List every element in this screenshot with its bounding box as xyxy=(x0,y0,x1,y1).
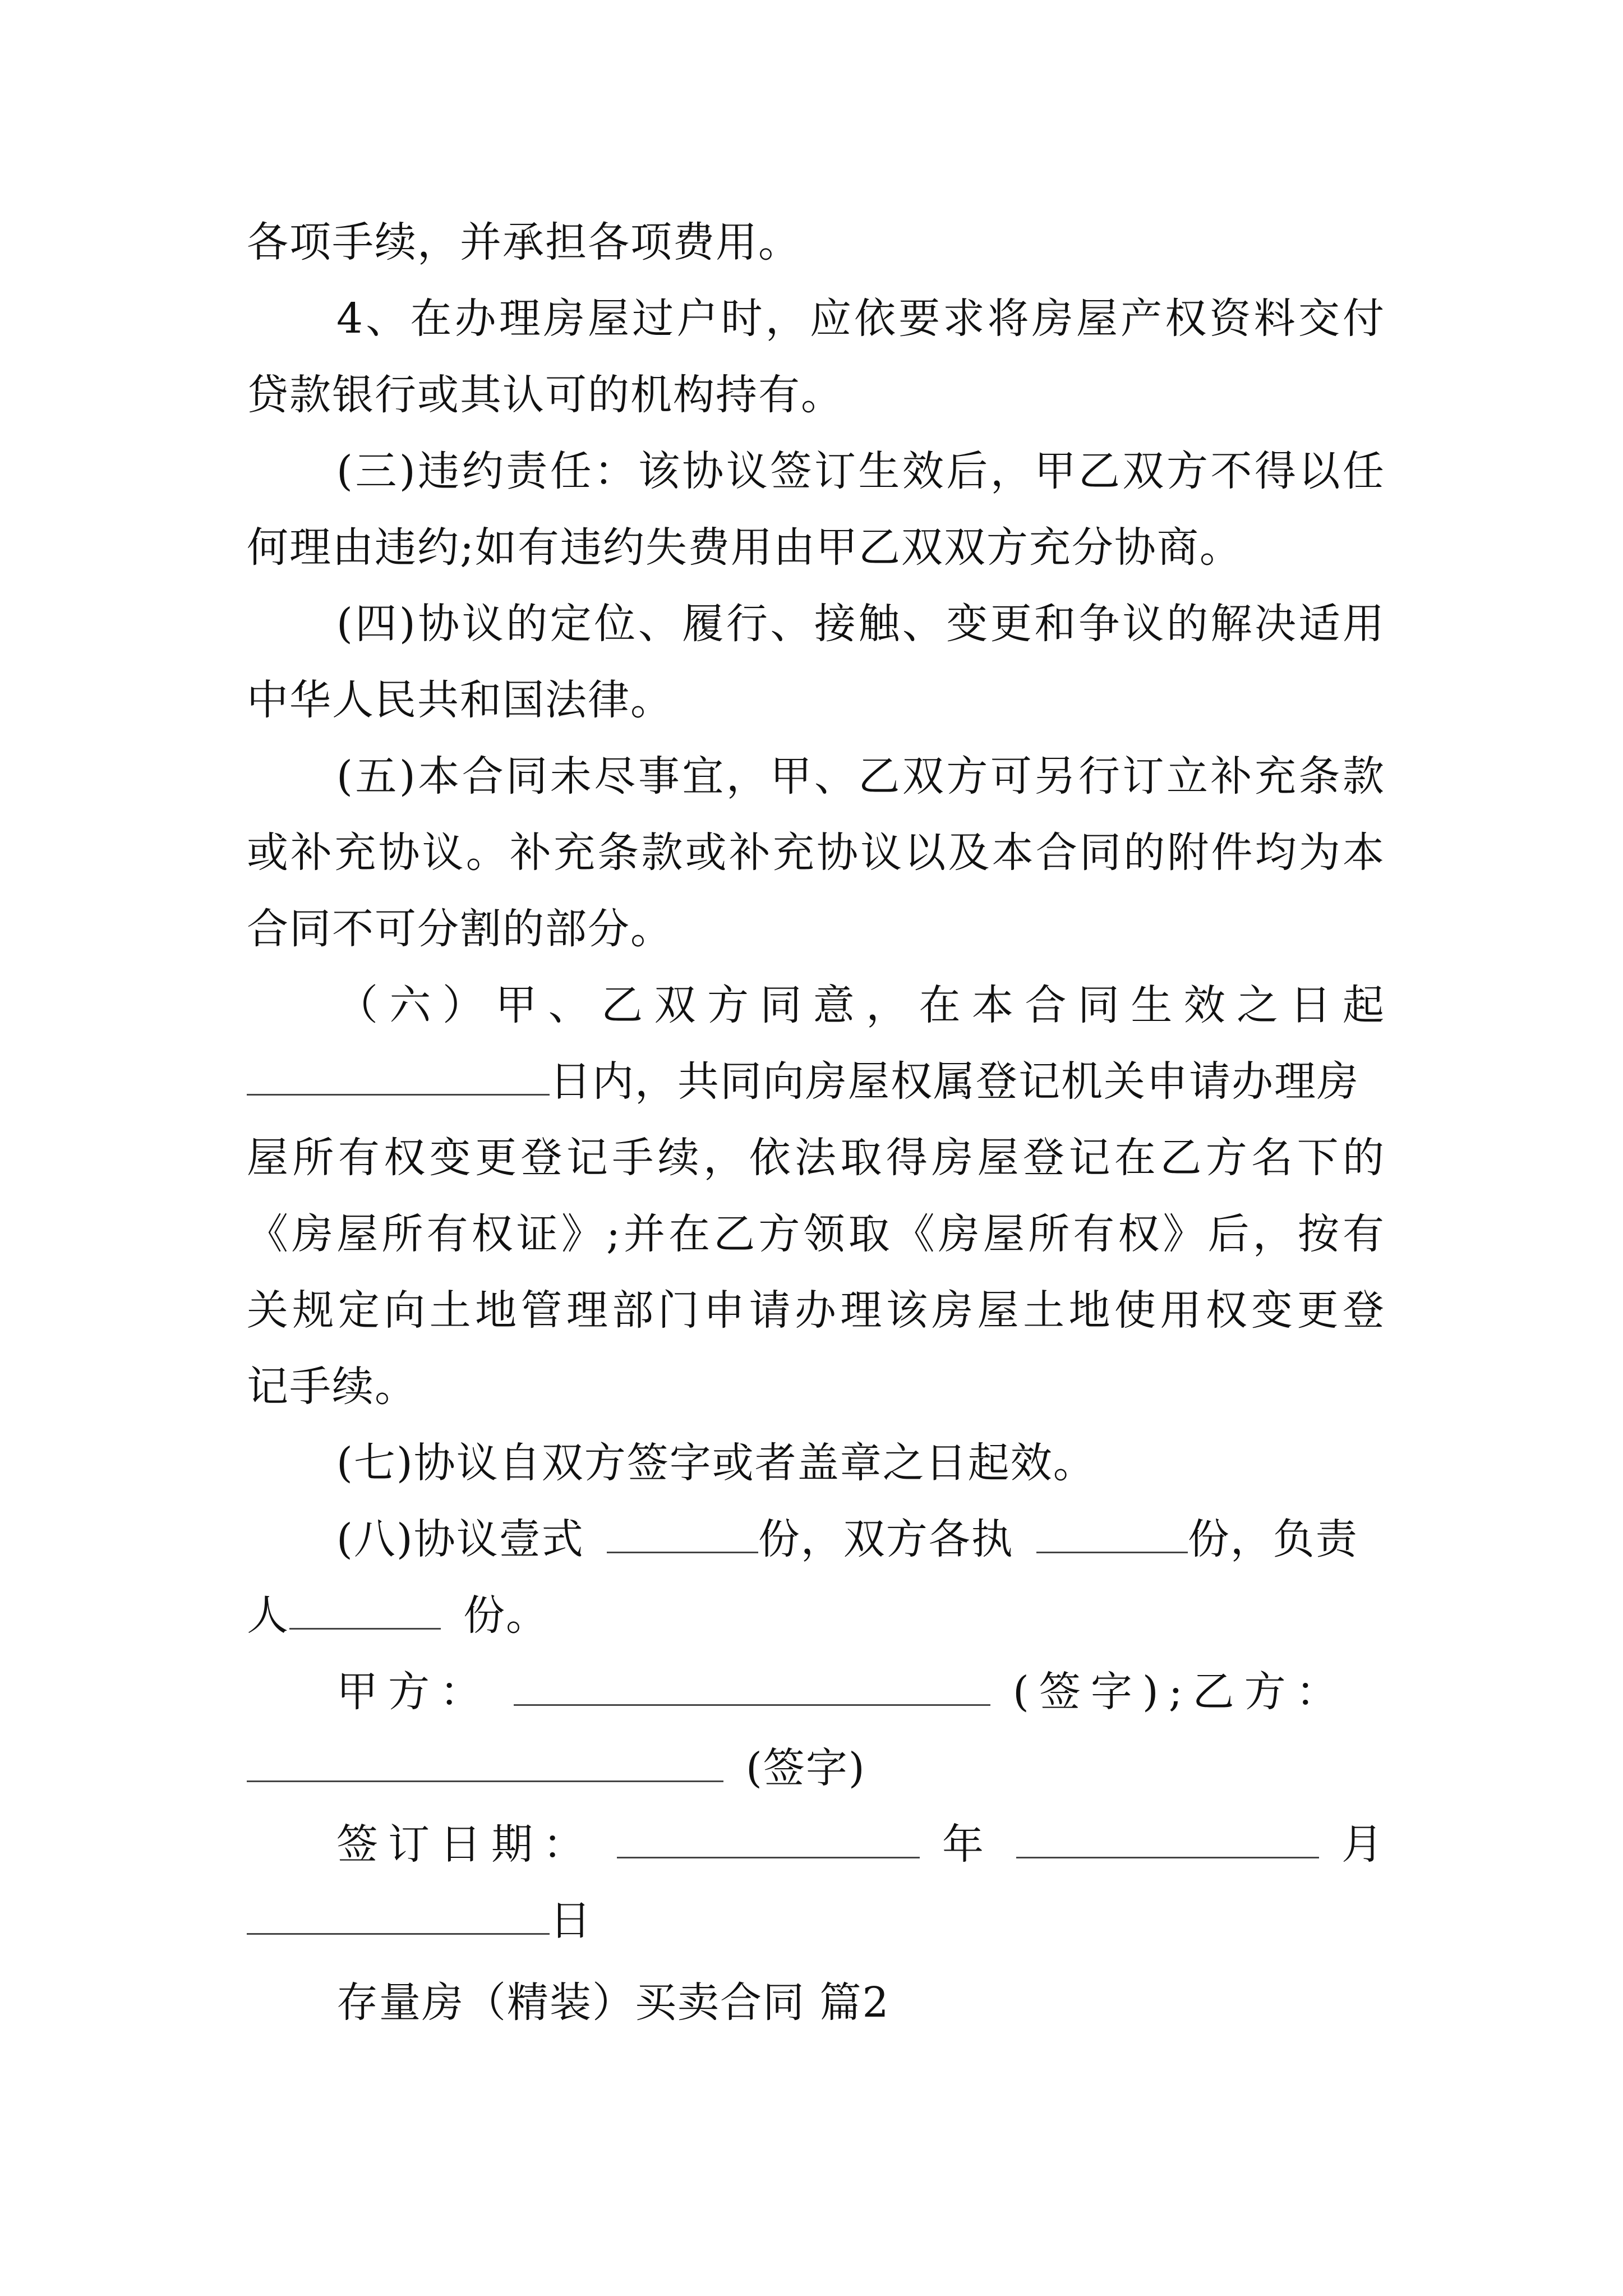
paragraph-line: (七)协议自双方签字或者盖章之日起效。 xyxy=(336,1439,1096,1487)
party-b-signature-blank[interactable] xyxy=(247,1737,723,1782)
signature-line xyxy=(336,1658,1385,1726)
paragraph-line: 关规定向土地管理部门申请办理该房屋土地使用权变更登 xyxy=(247,1286,1385,1335)
party-a-label: 甲方： xyxy=(336,1668,491,1716)
line-text: 份，负责 xyxy=(1187,1515,1358,1563)
paragraph-line: 何理由违约;如有违约失费用由甲乙双双方充分协商。 xyxy=(247,523,1242,572)
total-copies-blank[interactable] xyxy=(607,1508,758,1553)
days-blank[interactable] xyxy=(247,1050,550,1096)
copies-line xyxy=(336,1506,1385,1573)
paragraph-line: (五)本合同未尽事宜，甲、乙双方可另行订立补充条款 xyxy=(336,752,1385,800)
paragraph-line: 合同不可分割的部分。 xyxy=(247,905,673,953)
each-copies-blank[interactable] xyxy=(1036,1508,1188,1553)
section-heading: 存量房（精装）买卖合同 篇2 xyxy=(336,1978,890,2027)
date-label: 签订日期： xyxy=(336,1820,594,1869)
month-blank[interactable] xyxy=(1016,1813,1319,1858)
signature-line xyxy=(247,1734,1385,1802)
date-line xyxy=(336,1811,1393,1878)
line-text: (八)协议壹式 xyxy=(336,1515,584,1563)
paragraph-line: 记手续。 xyxy=(247,1363,417,1411)
paragraph-line: 4、在办理房屋过户时，应依要求将房屋产权资料交付 xyxy=(336,295,1385,343)
line-text: 份。 xyxy=(463,1591,548,1640)
paragraph-line: (三)违约责任：该协议签订生效后，甲乙双方不得以任 xyxy=(336,447,1385,495)
date-line xyxy=(247,1887,1385,1954)
line-text: 人 xyxy=(247,1591,289,1640)
paragraph-line: 贷款银行或其认可的机构持有。 xyxy=(247,371,843,419)
party-a-signature-blank[interactable] xyxy=(514,1660,990,1706)
paragraph-line: 或补充协议。补充条款或补充协议以及本合同的附件均为本 xyxy=(247,829,1385,877)
year-blank[interactable] xyxy=(617,1813,920,1858)
party-b-label: (签字);乙方： xyxy=(1013,1668,1348,1716)
copies-line xyxy=(247,1582,1385,1649)
day-label: 日 xyxy=(550,1897,592,1945)
line-text: (签字) xyxy=(746,1744,866,1792)
day-blank[interactable] xyxy=(247,1889,550,1935)
year-label: 年 xyxy=(942,1820,994,1869)
paragraph-line: 中华人民共和国法律。 xyxy=(247,676,673,724)
paragraph-line: 《房屋所有权证》;并在乙方领取《房屋所有权》后，按有 xyxy=(247,1210,1385,1258)
line-text: 份，双方各执 xyxy=(758,1515,1014,1563)
responsible-copies-blank[interactable] xyxy=(289,1584,441,1630)
paragraph-line: 各项手续，并承担各项费用。 xyxy=(247,218,801,266)
paragraph-line: （六）甲、乙双方同意，在本合同生效之日起 xyxy=(336,981,1385,1029)
paragraph-line: 屋所有权变更登记手续，依法取得房屋登记在乙方名下的 xyxy=(247,1134,1385,1182)
month-label: 月 xyxy=(1341,1820,1393,1869)
line-text: 日内，共同向房屋权属登记机关申请办理房 xyxy=(550,1057,1359,1106)
paragraph-line xyxy=(247,1048,1385,1115)
paragraph-line: (四)协议的定位、履行、接触、变更和争议的解决适用 xyxy=(336,600,1385,648)
